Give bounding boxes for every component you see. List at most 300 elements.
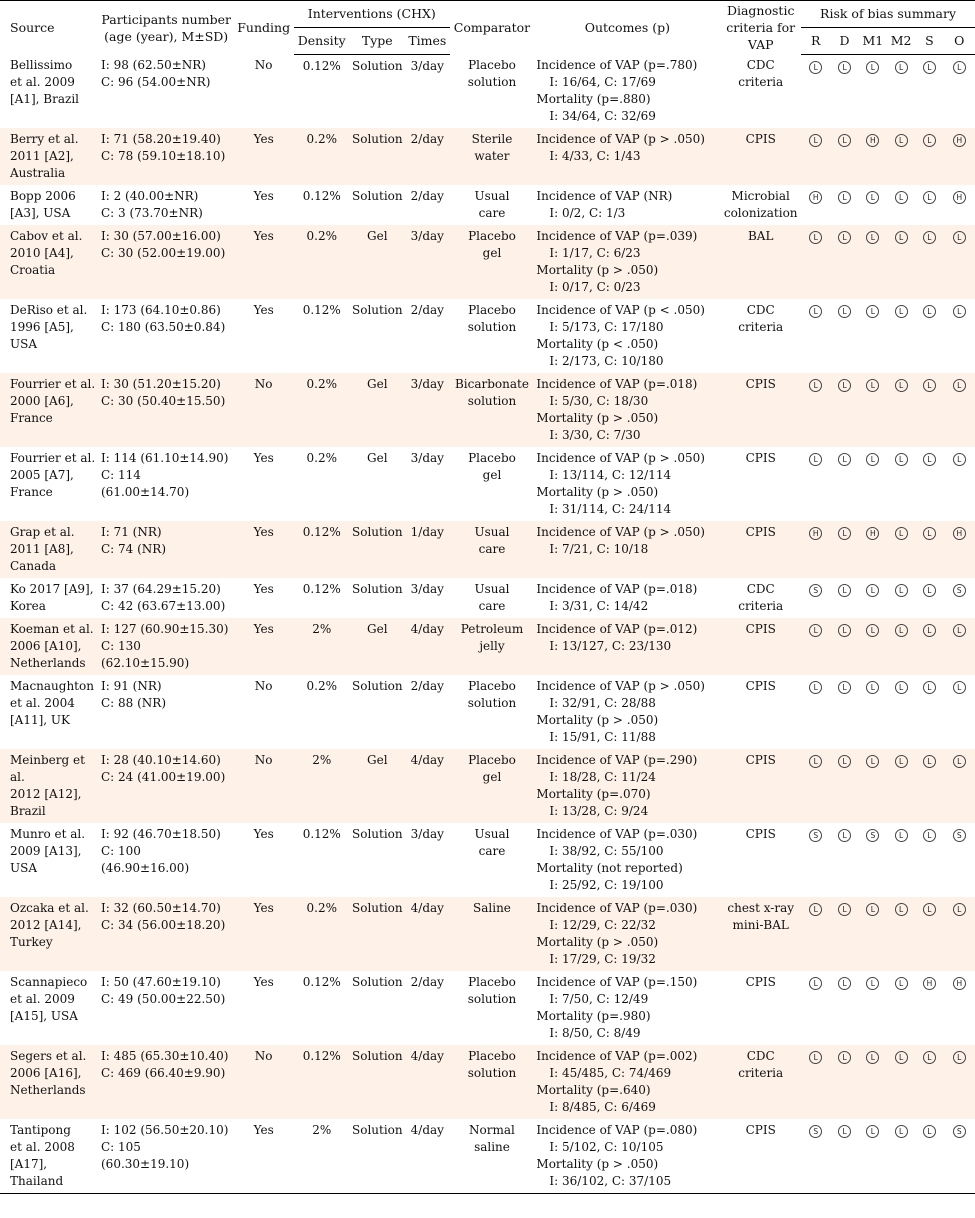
diagnostic-line: CDC	[746, 303, 775, 317]
rob-rating-icon: L	[838, 681, 851, 694]
rob-rating-icon: H	[953, 191, 966, 204]
rob-cell	[915, 128, 943, 185]
source-cell	[0, 1045, 99, 1119]
rob-cell	[887, 225, 915, 299]
type-cell: Gel	[350, 373, 406, 447]
outcome-counts: I: 13/127, C: 23/130	[549, 639, 672, 653]
outcome-counts: I: 0/17, C: 0/23	[549, 280, 641, 294]
rob-cell	[830, 675, 858, 749]
rob-cell	[915, 373, 943, 447]
diagnostic-line: CPIS	[745, 1123, 776, 1137]
diagnostic-cell	[720, 1119, 801, 1194]
participants-line: I: 114 (61.10±14.90)	[101, 451, 229, 465]
density-cell: 0.12%	[294, 521, 350, 578]
outcome-counts: I: 31/114, C: 24/114	[549, 502, 672, 516]
participants-line: C: 34 (56.00±18.20)	[101, 918, 226, 932]
type-cell: Solution	[350, 521, 406, 578]
source-cell	[0, 897, 99, 971]
rob-cell	[887, 373, 915, 447]
outcome-counts: I: 45/485, C: 74/469	[549, 1066, 672, 1080]
header-density: Density	[294, 27, 350, 54]
rob-rating-icon: L	[838, 755, 851, 768]
outcome-label: Mortality (p > .050)	[536, 935, 659, 949]
rob-cell	[859, 373, 887, 447]
rob-rating-icon: L	[895, 1125, 908, 1138]
rob-rating-icon: L	[866, 977, 879, 990]
outcomes-cell	[534, 521, 720, 578]
participants-cell	[99, 225, 233, 299]
rob-cell	[944, 185, 975, 225]
source-line: DeRiso et al.	[10, 303, 88, 317]
source-line: Koeman et al.	[10, 622, 94, 636]
outcomes-cell	[534, 225, 720, 299]
rob-cell	[944, 971, 975, 1045]
header-comparator: Comparator	[453, 20, 531, 35]
participants-line: I: 37 (64.29±15.20)	[101, 582, 221, 596]
outcomes-cell	[534, 971, 720, 1045]
source-cell	[0, 54, 99, 128]
times-cell: 4/day	[405, 749, 449, 823]
outcome-label: Mortality (p=.880)	[536, 92, 651, 106]
outcome-counts: I: 1/17, C: 6/23	[549, 246, 641, 260]
comparator-line: Sterile	[471, 132, 513, 146]
comparator-line: Usual	[474, 525, 510, 539]
source-line: Australia	[10, 166, 66, 180]
rob-rating-icon: L	[866, 624, 879, 637]
comparator-line: gel	[482, 468, 502, 482]
outcome-counts: I: 13/114, C: 12/114	[549, 468, 672, 482]
type-cell: Solution	[350, 1119, 406, 1194]
outcome-counts: I: 36/102, C: 37/105	[549, 1174, 672, 1188]
rob-cell	[801, 299, 830, 373]
rob-rating-icon: L	[895, 903, 908, 916]
comparator-line: care	[478, 844, 506, 858]
comparator-line: Placebo	[468, 1049, 516, 1063]
participants-line: C: 130 (62.10±15.90)	[101, 639, 190, 670]
rob-cell	[801, 447, 830, 521]
participants-line: I: 71 (NR)	[101, 525, 162, 539]
rob-cell	[944, 823, 975, 897]
rob-cell	[915, 521, 943, 578]
times-cell: 2/day	[410, 189, 444, 203]
comparator-cell	[450, 447, 535, 521]
diagnostic-cell	[720, 128, 801, 185]
rob-cell	[801, 373, 830, 447]
rob-rating-icon: S	[953, 829, 966, 842]
header-rob-r: R	[801, 27, 830, 54]
comparator-line: Saline	[473, 901, 511, 915]
rob-rating-icon: S	[809, 584, 822, 597]
table-row	[0, 675, 975, 749]
rob-rating-icon: L	[923, 231, 936, 244]
funding-cell: Yes	[253, 582, 274, 596]
participants-line: C: 3 (73.70±NR)	[101, 206, 203, 220]
header-rob-m1: M1	[859, 27, 887, 54]
table-row	[0, 823, 975, 897]
comparator-cell	[450, 299, 535, 373]
density-cell: 0.12%	[302, 975, 341, 989]
rob-rating-icon: L	[923, 584, 936, 597]
times-cell: 3/day	[410, 451, 444, 465]
rob-rating-icon: L	[838, 829, 851, 842]
rob-cell	[887, 521, 915, 578]
source-line: France	[10, 411, 53, 425]
type-cell: Gel	[367, 451, 388, 465]
rob-cell	[915, 54, 943, 128]
participants-cell	[99, 749, 233, 823]
comparator-cell	[450, 1045, 535, 1119]
outcomes-cell	[534, 128, 720, 185]
rob-rating-icon: L	[953, 305, 966, 318]
density-cell: 0.2%	[294, 225, 350, 299]
outcome-label: Mortality (p < .050)	[536, 337, 659, 351]
participants-line: C: 100 (46.90±16.00)	[101, 844, 190, 875]
rob-cell	[944, 128, 975, 185]
source-line: et al. 2008	[10, 1140, 75, 1154]
density-cell: 2%	[294, 618, 350, 675]
diagnostic-cell	[720, 225, 801, 299]
header-diagnostic-line1: Diagnostic	[726, 3, 795, 18]
comparator-line: Normal	[469, 1123, 515, 1137]
rob-cell	[915, 749, 943, 823]
participants-cell	[99, 971, 233, 1045]
rob-cell	[859, 54, 887, 128]
rob-cell	[859, 749, 887, 823]
diagnostic-line: mini-BAL	[732, 918, 789, 932]
participants-cell	[99, 897, 233, 971]
diagnostic-line: CPIS	[745, 525, 776, 539]
rob-rating-icon: L	[838, 584, 851, 597]
table-row	[0, 185, 975, 225]
rob-rating-icon: L	[809, 134, 822, 147]
density-cell: 0.2%	[294, 897, 350, 971]
diagnostic-cell	[720, 447, 801, 521]
participants-cell	[99, 1045, 233, 1119]
comparator-cell	[450, 185, 535, 225]
outcome-label: Incidence of VAP (p > .050)	[536, 679, 705, 693]
density-cell: 0.12%	[302, 827, 341, 841]
participants-line: C: 114 (61.00±14.70)	[101, 468, 190, 499]
rob-cell	[887, 299, 915, 373]
source-line: [A1], Brazil	[10, 92, 79, 106]
rob-rating-icon: H	[809, 527, 822, 540]
source-cell	[0, 299, 99, 373]
participants-cell	[99, 1119, 233, 1194]
source-line: Macnaughton	[10, 679, 94, 693]
outcome-label: Incidence of VAP (NR)	[536, 189, 673, 203]
comparator-cell	[450, 578, 535, 618]
source-line: Tantipong	[10, 1123, 71, 1137]
rob-rating-icon: L	[866, 61, 879, 74]
outcome-label: Incidence of VAP (p=.030)	[536, 827, 698, 841]
rob-rating-icon: L	[895, 977, 908, 990]
participants-line: C: 88 (NR)	[101, 696, 167, 710]
diagnostic-line: criteria	[738, 599, 784, 613]
outcome-counts: I: 25/92, C: 19/100	[549, 878, 664, 892]
participants-line: I: 98 (62.50±NR)	[101, 58, 206, 72]
outcomes-cell	[534, 897, 720, 971]
diagnostic-cell	[720, 373, 801, 447]
outcome-counts: I: 34/64, C: 32/69	[549, 109, 656, 123]
density-cell: 0.12%	[302, 189, 341, 203]
funding-cell: Yes	[253, 451, 274, 465]
diagnostic-line: colonization	[723, 206, 798, 220]
outcome-label: Incidence of VAP (p=.018)	[536, 582, 698, 596]
comparator-cell	[450, 749, 535, 823]
source-line: 2010 [A4],	[10, 246, 74, 260]
rob-cell	[830, 749, 858, 823]
type-cell: Solution	[352, 582, 403, 596]
rob-cell	[887, 897, 915, 971]
rob-rating-icon: S	[809, 829, 822, 842]
table-row	[0, 521, 975, 578]
rob-rating-icon: L	[866, 453, 879, 466]
rob-cell	[944, 897, 975, 971]
rob-rating-icon: L	[838, 134, 851, 147]
comparator-line: Placebo	[468, 58, 516, 72]
type-cell: Solution	[350, 128, 406, 185]
funding-cell: Yes	[233, 128, 294, 185]
source-line: Netherlands	[10, 656, 86, 670]
comparator-line: solution	[467, 1066, 517, 1080]
source-line: France	[10, 485, 53, 499]
times-cell: 2/day	[410, 975, 444, 989]
source-line: 2005 [A7],	[10, 468, 74, 482]
outcome-counts: I: 5/102, C: 10/105	[549, 1140, 664, 1154]
rob-cell	[859, 225, 887, 299]
rob-cell	[801, 749, 830, 823]
times-cell: 3/day	[410, 827, 444, 841]
rob-cell	[915, 299, 943, 373]
outcome-label: Mortality (p > .050)	[536, 485, 659, 499]
rob-rating-icon: L	[838, 191, 851, 204]
rob-cell	[887, 618, 915, 675]
outcome-label: Mortality (p > .050)	[536, 263, 659, 277]
source-cell	[0, 185, 99, 225]
source-line: Ko 2017 [A9],	[10, 582, 94, 596]
rob-rating-icon: L	[838, 379, 851, 392]
rob-cell	[830, 521, 858, 578]
rob-cell	[915, 897, 943, 971]
source-line: 2006 [A16],	[10, 1066, 82, 1080]
type-cell: Gel	[350, 225, 406, 299]
rob-cell	[887, 1045, 915, 1119]
times-cell: 1/day	[405, 521, 449, 578]
outcome-label: Incidence of VAP (p=.039)	[536, 229, 698, 243]
rob-rating-icon: L	[923, 681, 936, 694]
table-row	[0, 54, 975, 128]
diagnostic-cell	[720, 185, 801, 225]
rob-cell	[801, 128, 830, 185]
funding-cell: Yes	[253, 189, 274, 203]
outcome-counts: I: 0/2, C: 1/3	[549, 206, 626, 220]
participants-cell	[99, 128, 233, 185]
comparator-line: Usual	[474, 582, 510, 596]
rob-rating-icon: H	[953, 527, 966, 540]
comparator-cell	[450, 971, 535, 1045]
header-funding: Funding	[237, 20, 291, 35]
source-line: [A3], USA	[10, 206, 71, 220]
rob-rating-icon: L	[838, 231, 851, 244]
rob-cell	[859, 447, 887, 521]
source-line: Bopp 2006	[10, 189, 76, 203]
rob-rating-icon: L	[923, 527, 936, 540]
type-cell: Solution	[352, 303, 403, 317]
diagnostic-line: CPIS	[745, 753, 776, 767]
rob-cell	[859, 1119, 887, 1194]
times-cell: 4/day	[405, 1119, 449, 1194]
rob-rating-icon: L	[923, 453, 936, 466]
source-line: [A15], USA	[10, 1009, 78, 1023]
rob-cell	[944, 1119, 975, 1194]
comparator-line: solution	[467, 394, 517, 408]
rob-cell	[801, 618, 830, 675]
rob-rating-icon: L	[895, 134, 908, 147]
outcomes-cell	[534, 299, 720, 373]
source-line: Canada	[10, 559, 57, 573]
table-row	[0, 447, 975, 521]
source-line: 1996 [A5],	[10, 320, 74, 334]
density-cell: 0.2%	[306, 451, 337, 465]
rob-cell	[944, 447, 975, 521]
participants-cell	[99, 521, 233, 578]
comparator-cell	[450, 521, 535, 578]
rob-cell	[801, 823, 830, 897]
rob-cell	[915, 1045, 943, 1119]
outcome-counts: I: 7/21, C: 10/18	[549, 542, 649, 556]
rob-rating-icon: L	[953, 903, 966, 916]
rob-rating-icon: S	[809, 1125, 822, 1138]
rob-rating-icon: L	[866, 379, 879, 392]
rob-cell	[944, 578, 975, 618]
source-line: Ozcaka et al.	[10, 901, 89, 915]
outcome-label: Incidence of VAP (p=.018)	[536, 377, 698, 391]
outcome-label: Incidence of VAP (p=.150)	[536, 975, 698, 989]
density-cell: 0.2%	[306, 679, 337, 693]
rob-cell	[801, 578, 830, 618]
participants-line: C: 24 (41.00±19.00)	[101, 770, 226, 784]
table-row	[0, 1045, 975, 1119]
table-row	[0, 225, 975, 299]
comparator-line: water	[474, 149, 510, 163]
diagnostic-cell	[720, 897, 801, 971]
source-line: Grap et al.	[10, 525, 75, 539]
rob-rating-icon: L	[838, 1051, 851, 1064]
diagnostic-cell	[720, 1045, 801, 1119]
rob-rating-icon: L	[866, 231, 879, 244]
source-cell	[0, 578, 99, 618]
outcome-counts: I: 7/50, C: 12/49	[549, 992, 649, 1006]
funding-cell: No	[233, 373, 294, 447]
rob-cell	[830, 618, 858, 675]
rob-cell	[915, 823, 943, 897]
header-type: Type	[350, 27, 406, 54]
type-cell: Gel	[350, 618, 406, 675]
rob-rating-icon: L	[895, 755, 908, 768]
comparator-line: saline	[474, 1140, 510, 1154]
times-cell: 4/day	[405, 1045, 449, 1119]
participants-line: I: 30 (57.00±16.00)	[101, 229, 221, 243]
rob-cell	[915, 675, 943, 749]
comparator-cell	[450, 675, 535, 749]
rob-rating-icon: L	[953, 61, 966, 74]
rob-cell	[944, 373, 975, 447]
funding-cell: Yes	[233, 225, 294, 299]
source-line: 2009 [A13],	[10, 844, 82, 858]
density-cell: 2%	[294, 749, 350, 823]
rob-rating-icon: L	[838, 61, 851, 74]
source-line: Cabov et al.	[10, 229, 83, 243]
rob-cell	[887, 128, 915, 185]
outcomes-cell	[534, 1045, 720, 1119]
diagnostic-cell	[720, 299, 801, 373]
outcome-label: Incidence of VAP (p=.290)	[536, 753, 698, 767]
diagnostic-line: CDC	[746, 1049, 775, 1063]
comparator-line: gel	[482, 770, 502, 784]
table-row	[0, 897, 975, 971]
rob-cell	[830, 971, 858, 1045]
rob-cell	[801, 1045, 830, 1119]
rob-rating-icon: L	[809, 1051, 822, 1064]
participants-line: C: 42 (63.67±13.00)	[101, 599, 226, 613]
rob-cell	[859, 1045, 887, 1119]
rob-rating-icon: H	[809, 191, 822, 204]
comparator-line: Usual	[474, 827, 510, 841]
density-cell: 0.2%	[294, 128, 350, 185]
rob-rating-icon: L	[953, 681, 966, 694]
outcome-counts: I: 3/31, C: 14/42	[549, 599, 649, 613]
times-cell: 3/day	[410, 582, 444, 596]
outcome-counts: I: 4/33, C: 1/43	[549, 149, 641, 163]
rob-cell	[944, 675, 975, 749]
source-line: USA	[10, 861, 37, 875]
times-cell: 2/day	[405, 128, 449, 185]
density-cell: 2%	[294, 1119, 350, 1194]
funding-cell: Yes	[253, 303, 274, 317]
table-row	[0, 618, 975, 675]
rob-cell	[859, 618, 887, 675]
outcomes-cell	[534, 675, 720, 749]
comparator-line: care	[478, 542, 506, 556]
participants-line: I: 32 (60.50±14.70)	[101, 901, 221, 915]
rob-rating-icon: L	[866, 681, 879, 694]
diagnostic-cell	[720, 749, 801, 823]
participants-line: I: 91 (NR)	[101, 679, 162, 693]
rob-rating-icon: L	[953, 379, 966, 392]
source-line: USA	[10, 337, 37, 351]
source-cell	[0, 225, 99, 299]
source-line: 2011 [A2],	[10, 149, 74, 163]
source-line: 2012 [A14],	[10, 918, 82, 932]
rob-rating-icon: S	[953, 584, 966, 597]
table-row	[0, 971, 975, 1045]
type-cell: Solution	[352, 189, 403, 203]
rob-cell	[859, 897, 887, 971]
diagnostic-line: Microbial	[731, 189, 790, 203]
table-row	[0, 373, 975, 447]
participants-line: I: 485 (65.30±10.40)	[101, 1049, 229, 1063]
participants-line: C: 49 (50.00±22.50)	[101, 992, 226, 1006]
rob-cell	[887, 185, 915, 225]
comparator-cell	[450, 823, 535, 897]
outcome-label: Incidence of VAP (p > .050)	[536, 132, 705, 146]
rob-cell	[859, 675, 887, 749]
source-line: Berry et al.	[10, 132, 79, 146]
diagnostic-line: CPIS	[745, 827, 776, 841]
type-cell: Solution	[352, 679, 403, 693]
participants-line: C: 30 (50.40±15.50)	[101, 394, 226, 408]
comparator-line: Placebo	[468, 229, 516, 243]
